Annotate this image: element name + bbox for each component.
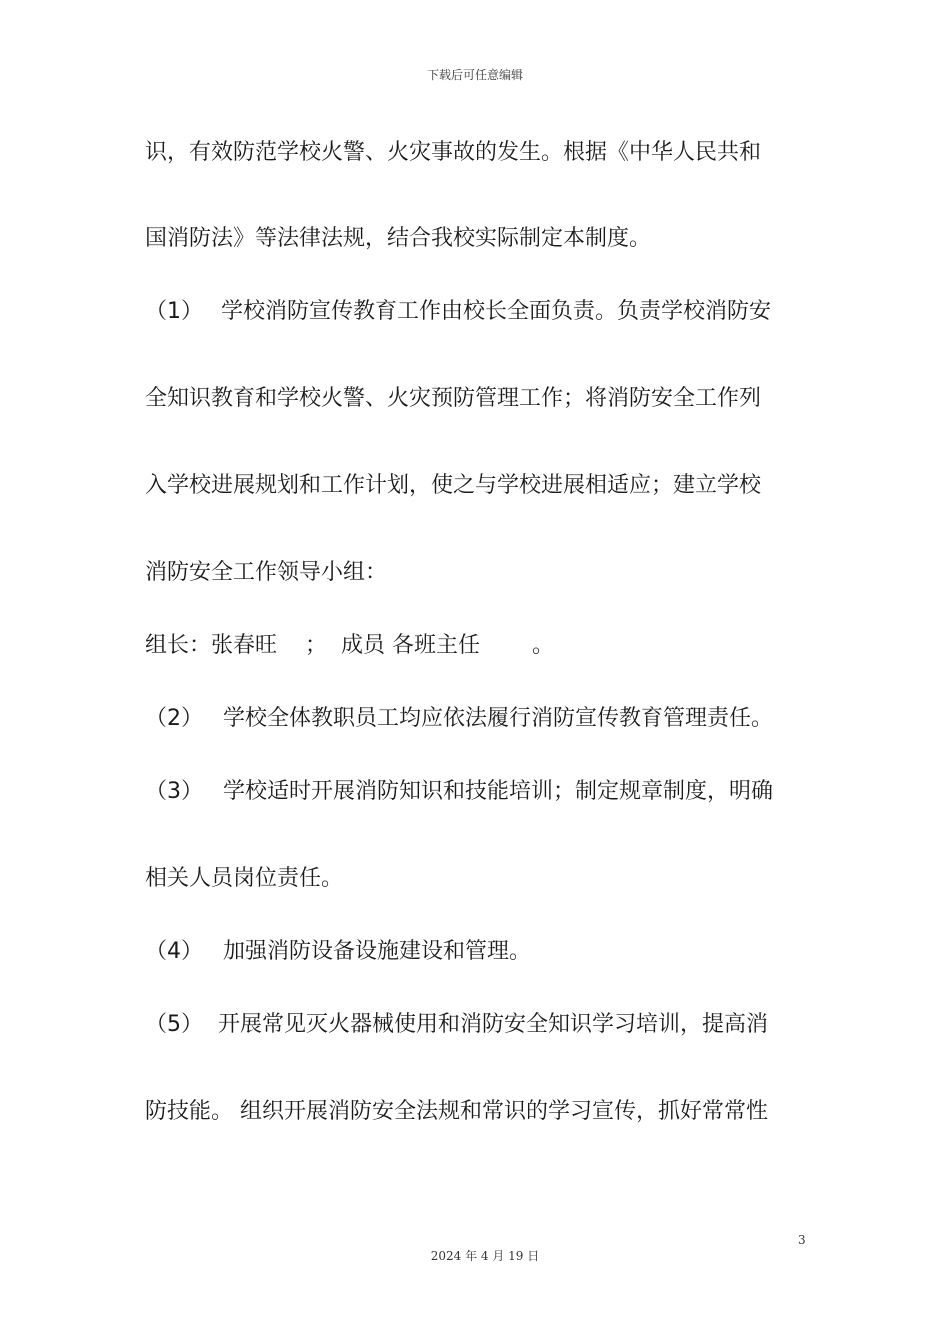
- list-text: 开展常见灭火器械使用和消防安全知识学习培训，提高消: [218, 1012, 769, 1037]
- body-line: 入学校进展规划和工作计划，使之与学校进展相适应；建立学校: [145, 473, 762, 498]
- body-line: 防技能。 组织开展消防安全法规和常识的学习宣传，抓好常常性: [145, 1099, 768, 1124]
- page-header: 下载后可任意编辑: [426, 68, 523, 82]
- list-item-4: [145, 937, 531, 967]
- list-number: （4）: [145, 939, 203, 964]
- list-text: 学校适时开展消防知识和技能培训；制定规章制度，明确: [223, 779, 774, 804]
- list-item-3: [145, 777, 773, 807]
- group-members: 成员 各班主任: [341, 633, 481, 658]
- footer-date: 2024 年 4 月 19 日: [430, 1249, 540, 1263]
- list-text: 加强消防设备设施建设和管理。: [223, 939, 532, 964]
- committee-line: [145, 631, 554, 661]
- list-item-5: [145, 1010, 768, 1040]
- list-number: （5）: [145, 1012, 203, 1037]
- list-number: （1）: [145, 299, 203, 324]
- body-line: 全知识教育和学校火警、火灾预防管理工作；将消防安全工作列: [145, 386, 762, 411]
- list-text: 学校消防宣传教育工作由校长全面负责。负责学校消防安: [221, 299, 772, 324]
- list-number: （3）: [145, 779, 203, 804]
- group-leader: 组长：张春旺: [145, 633, 278, 658]
- line-end: 。: [532, 633, 555, 658]
- separator: ；: [305, 633, 328, 658]
- body-line: 消防安全工作领导小组：: [145, 560, 388, 585]
- body-line: 相关人员岗位责任。: [145, 866, 344, 891]
- list-item-1: [145, 297, 771, 327]
- list-item-2: [145, 704, 773, 734]
- list-number: （2）: [145, 706, 203, 731]
- body-line: 识，有效防范学校火警、火灾事故的发生。根据《中华人民共和: [145, 140, 762, 165]
- list-text: 学校全体教职员工均应依法履行消防宣传教育管理责任。: [223, 706, 774, 731]
- page-number: 3: [798, 1233, 806, 1247]
- body-line: 国消防法》等法律法规，结合我校实际制定本制度。: [145, 226, 652, 251]
